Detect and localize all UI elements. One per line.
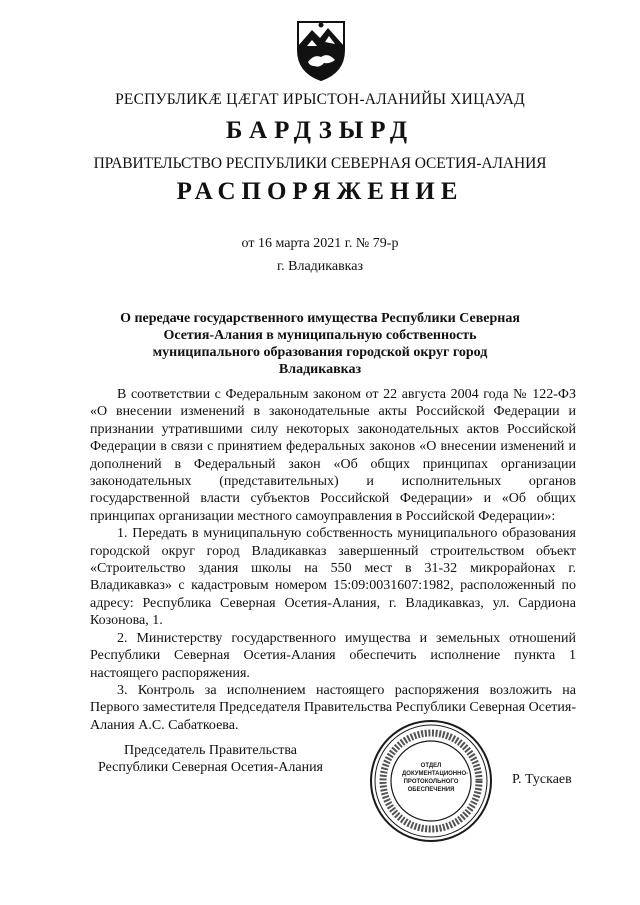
document-body bbox=[90, 386, 576, 734]
body-item-3: 3. Контроль за исполнением настоящего распоряжения возложить на Первого заместителя Председателя Правительства Республики Северная Осетия-Алания А.С. Сабаткоева. bbox=[90, 682, 576, 733]
document-title: О передаче государственного имущества Республики Северная Осетия-Алания в муниципальную собственность муниципального образования городской округ город Владикавказ bbox=[120, 311, 520, 377]
body-item-1: 1. Передать в муниципальную собственность муниципального образования городской округ город Владикавказ завершенный строительством объект «Строительство здания школы на 550 мест в 31-32 микрорайонах г. Владикавказ» с кадастровым номером 15:09:0031607:1982, расположенный по адресу: Республика Северная Осетия-Алания, г. Владикавказ, ул. Сардиона Козонова, 1. bbox=[90, 526, 576, 629]
stamp-center-text: ОТДЕЛ ДОКУМЕНТАЦИОННО-ПРОТОКОЛЬНОГО ОБЕСПЕЧЕНИЯ bbox=[402, 763, 469, 793]
document-city: г. Владикавказ bbox=[276, 259, 364, 274]
document-date-number: от 16 марта 2021 г. № 79-р bbox=[241, 236, 399, 251]
header-ossetian-name: РЕСПУБЛИКÆ ЦÆГАТ ИРЫСТОН-АЛАНИЙЫ ХИЦАУАД bbox=[115, 91, 525, 108]
signatory-position-line2: Республики Северная Осетия-Алания bbox=[98, 760, 323, 775]
header-russian-name: ПРАВИТЕЛЬСТВО РЕСПУБЛИКИ СЕВЕРНАЯ ОСЕТИЯ-АЛАНИЯ bbox=[93, 155, 547, 172]
signatory-name: Р. Тускаев bbox=[512, 772, 572, 787]
signatory-position bbox=[93, 742, 328, 776]
header-ossetian-doc-type: БАРДЗЫРД bbox=[225, 117, 415, 144]
header-russian-doc-type: РАСПОРЯЖЕНИЕ bbox=[176, 178, 464, 205]
official-stamp bbox=[368, 718, 494, 844]
body-intro: В соответствии с Федеральным законом от 22 августа 2004 года № 122-ФЗ «О внесении изменений в законодательные акты Российской Федерации и признании утратившими силу некоторых законодательных актов Российской Федерации в связи с принятием федеральных законов «О внесении изменений и дополнений в Федеральный закон «Об общих принципах организации законодательных (представительных) и исполнительных органов государственной власти субъектов Российской Федерации» и «Об общих принципах организации местного самоуправления в Российской Федерации»: bbox=[90, 387, 576, 524]
signatory-position-line1: Председатель Правительства bbox=[124, 743, 297, 758]
coat-of-arms-icon bbox=[290, 16, 352, 82]
body-item-2: 2. Министерству государственного имущества и земельных отношений Республики Северная Осетия-Алания обеспечить исполнение пункта 1 настоящего распоряжения. bbox=[90, 630, 576, 681]
